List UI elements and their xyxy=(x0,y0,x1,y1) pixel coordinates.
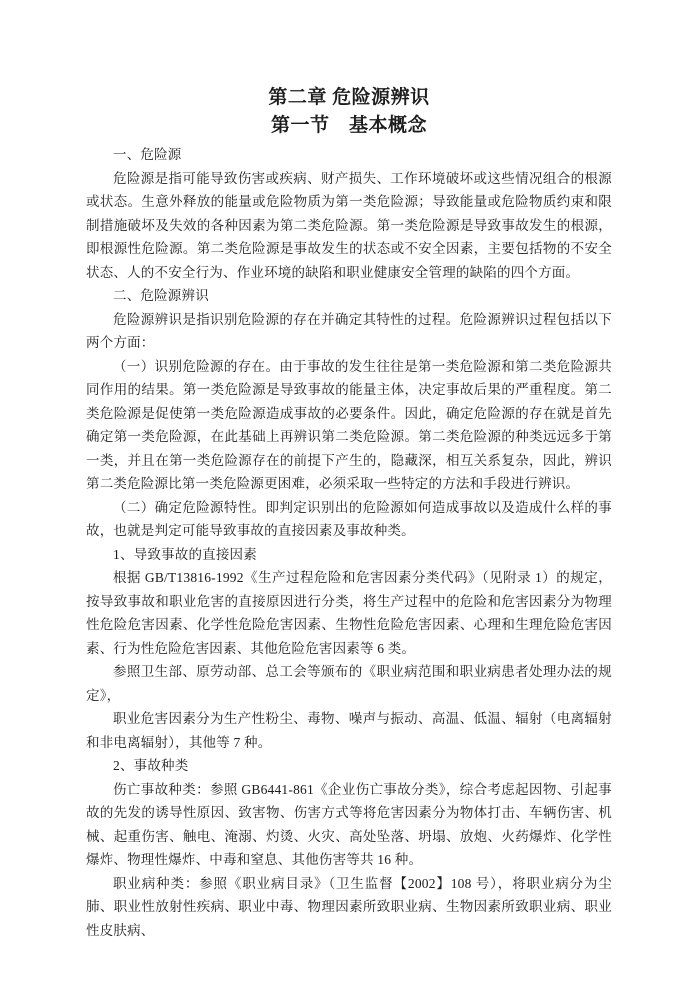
para-occupational-reference: 参照卫生部、原劳动部、总工会等颁布的《职业病范围和职业病患者处理办法的规定》， xyxy=(86,664,612,703)
para-occupational-disease-types: 职业病种类：参照《职业病目录》（卫生监督【2002】108 号），将职业病分为尘肺、职业性放射性疾病、职业中毒、物理因素所致职业病、生物因素所致职业病、职业性皮肤病、 xyxy=(86,875,612,938)
para-determine-characteristics: （二）确定危险源特性。即判定识别出的危险源如何造成事故以及造成什么样的事故，也就是判定可能导致事故的直接因素及事故种类。 xyxy=(86,499,612,538)
document-body xyxy=(86,143,612,942)
heading-accident-types: 2、事故种类 xyxy=(113,758,189,773)
para-identify-existence: （一）识别危险源的存在。由于事故的发生往往是第一类危险源和第二类危险源共同作用的结果。第一类危险源是导致事故的能量主体，决定事故后果的严重程度。第二类危险源是促使第一类危险源造成事故的必要条件。因此，确定危险源的存在就是首先确定第一类危险源，在此基础上再辨识第二类危险源。第二类危险源的种类远远多于第一类，并且在第一类危险源存在的前提下产生的，隐藏深，相互关系复杂，因此，辨识第二类危险源比第一类危险源更困难，必须采取一些特定的方法和手段进行辨识。 xyxy=(86,358,612,491)
heading-hazard-source: 一、危险源 xyxy=(113,147,182,162)
section-title: 第一节 基本概念 xyxy=(270,115,427,136)
para-identification-definition: 危险源辨识是指识别危险源的存在并确定其特性的过程。危险源辨识过程包括以下两个方面： xyxy=(86,311,612,350)
para-direct-factors-classes: 根据 GB/T13816-1992《生产过程危险和危害因素分类代码》（见附录 1）的规定，按导致事故和职业危害的直接原因进行分类，将生产过程中的危险和危害因素分为物理性危险危害因素、化学性危险危害因素、生物性危险危害因素、心理和生理危险危害因素、行为性危险危害因素、其他危险危害因素等 6 类。 xyxy=(86,570,612,656)
heading-direct-factors: 1、导致事故的直接因素 xyxy=(113,546,257,562)
para-occupational-factor-types: 职业危害因素分为生产性粉尘、毒物、噪声与振动、高温、低温、辐射（电离辐射和非电离辐射），其他等 7 种。 xyxy=(86,711,612,750)
para-hazard-source-definition: 危险源是指可能导致伤害或疾病、财产损失、工作环境破坏或这些情况组合的根源或状态。生意外释放的能量或危险物质为第一类危险源；导致能量或危险物质约束和限制措施破坏及失效的各种因素为第二类危险源。第一类危险源是导致事故发生的根源，即根源性危险源。第二类危险源是事故发生的状态或不安全因素，主要包括物的不安全状态、人的不安全行为、作业环境的缺陷和职业健康安全管理的缺陷的四个方面。 xyxy=(86,170,612,280)
chapter-title: 第二章 危险源辨识 xyxy=(268,87,430,108)
para-casualty-accident-types: 伤亡事故种类：参照 GB6441-861《企业伤亡事故分类》，综合考虑起因物、引起事故的先发的诱导性原因、致害物、伤害方式等将危害因素分为物体打击、车辆伤害、机械、起重伤害、触电、淹溺、灼烫、火灾、高处坠落、坍塌、放炮、火药爆炸、化学性爆炸、物理性爆炸、中毒和窒息、其他伤害等共 16 种。 xyxy=(86,781,612,867)
heading-hazard-identification: 二、危险源辨识 xyxy=(113,288,209,303)
